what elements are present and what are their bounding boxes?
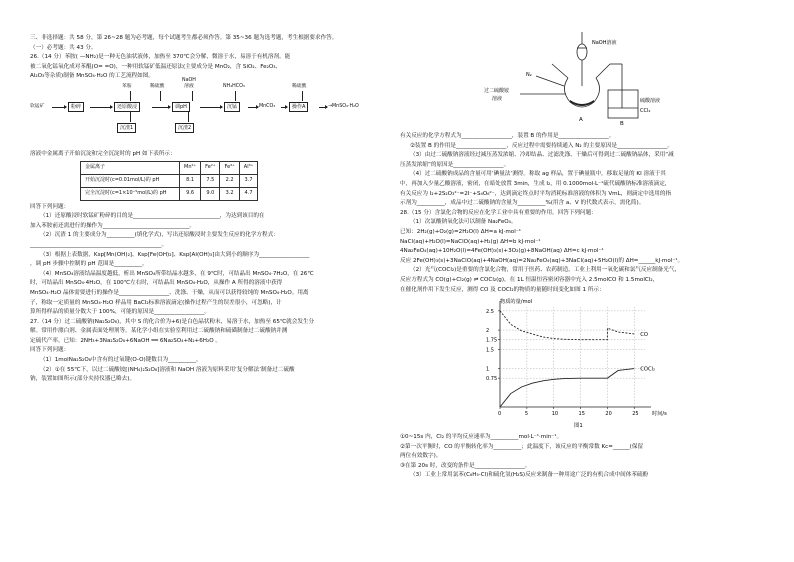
q28-line: 在催化剂作用下发生反应，测得 CO 及 COCl₂的物质的量随时间变化如图 1 所示： [400, 286, 605, 293]
table-row [81, 174, 258, 187]
answer-prompt: 回答下列问题： [30, 203, 70, 210]
intermediate-mnco3: MnCO₃ [259, 103, 276, 109]
side-neck-right [596, 64, 610, 78]
step-crush: 粉碎 [68, 102, 84, 112]
chart-y-tick-label: 1 [486, 366, 490, 373]
chart-series-group [500, 311, 655, 407]
q27-line: 钠，装置如图所示(部分夹持仪器已略去)。 [30, 376, 136, 383]
q27-line: 解。常用作漂白剂、金属表面处理剂等。某化学小组在实验室利用过二硫酸钠和硫磺制备过二硫酸钠并测 [30, 328, 288, 335]
q28-line: 已知：2H₂(g)+O₂(g)=2H₂O(l) ΔH=a kJ·mol⁻¹ [400, 228, 521, 235]
ion-ph-table [80, 161, 258, 201]
label-ccl4: CCl₄ [640, 108, 651, 114]
q26-line: 时，可结晶出 MnSO₄·4H₂O，在 100℃左右时，可结晶出 MnSO₄·H₂O，从操作 A 所得的溶液中获得 [30, 280, 283, 287]
label-beaker-b: B [620, 121, 624, 127]
after-chart-line: ②第一次平衡时，CO 的平衡转化率为__________；此温度下，该反应的平衡常数 Kc=______(保留 [400, 443, 644, 450]
label-n2: N₂ [526, 72, 532, 78]
q28-line: （1）次氯酸钠氧化法可以制备 Na₂FeO₄。 [410, 219, 517, 226]
q27-cont-line: 有关反应为 I₂+2S₂O₃²⁻=2I⁻+S₄O₆²⁻，达到滴定终点时平均消耗标准溶液的体积为 VmL，则滴定中选用的指 [400, 190, 672, 197]
q27-line: 回答下列问题： [30, 347, 70, 354]
chart-x-tick-label: 15 [578, 411, 585, 418]
arrow-sulfuric-1 [160, 91, 161, 101]
q28-line: 4Na₂FeO₄(aq)+10H₂O(l)=4Fe(OH)₃(s)+3O₂(g)+8NaOH(aq) ΔH=c kJ·mol⁻¹ [400, 248, 604, 255]
chart-y-label: 物质的量/mol [500, 299, 533, 306]
q26-intro-2: 被二氧化锰氧化成对苯醌(O= =O)，一种用软锰矿低温还原法(主要成分是 MnO₂，含 SiO₂、Fe₂O₃、 [30, 63, 282, 70]
table-cell: 开始沉淀时(c=0.01mol/L)的 pH [81, 174, 180, 187]
arrow-sulfuric-2 [302, 91, 303, 101]
q26-line: 算所得样品的质量分数大于 100%，可能的原因是__________________。 [30, 309, 210, 316]
step-operation-a: 操作A [289, 102, 308, 112]
chart-y-tick-label: 0.75 [486, 376, 498, 383]
label-naoh: NaOH溶液 [592, 40, 617, 46]
q26-line: 子，称取一定质量的 MnSO₄·H₂O 样品用 BaCl₂标准溶液滴定(操作过程产生的误差很小，可忽略)，计 [30, 299, 282, 306]
table-header-cell: Al³⁺ [239, 161, 257, 174]
table-row [81, 187, 258, 200]
table-cell: 完全沉淀时(c=1×10⁻⁵mol/L)的 pH [81, 187, 180, 200]
section-header: 三、非选择题：共 58 分，第 26~28 题为必考题，每个试题考生都必须作答。第 35~36 题为选考题，考生根据要求作答。 [30, 35, 338, 41]
table-cell: 3.2 [220, 187, 239, 200]
table-cell: 2.2 [220, 174, 239, 187]
chart-y-tick-label: 2.5 [486, 308, 494, 315]
side-neck-left [552, 64, 568, 78]
q27-cont-line: ②装置 B 的作用是__________________，反应过程中需要持续通入 N₂ 的主要原因是__________________。 [410, 142, 673, 149]
q28-line: 28.（15 分）含氯化合物的反应在化学工业中具有重要的作用。回答下列问题： [400, 209, 597, 216]
after-chart-line: ①0~15s 内，Cl₂ 的平均反应速率为__________mol·L⁻¹·min⁻¹。 [400, 434, 563, 441]
q28-line: 反应方程式为 CO(g)+Cl₂(g) ⇌ COCl₂(g)，在 1L 恒温恒容密闭容器中充入 2.5molCO 和 1.5molCl₂， [400, 276, 659, 283]
step-adjust-ph: 调pH [172, 102, 190, 112]
beaker-b [608, 90, 638, 118]
after-chart-line: ③在第 20s 时，改变的条件是__________________。 [400, 462, 531, 469]
q26-line: ，调 pH 步骤中控制的 pH 范围是__________。 [30, 261, 148, 268]
table-caption: 溶液中金属离子开始沉淀和完全沉淀时的 pH 如下表所示： [30, 150, 176, 157]
input-pyrolusite: 软锰矿 [30, 103, 45, 109]
dropping-funnel [577, 44, 587, 60]
chart-x-tick-label: 20 [605, 411, 612, 418]
arrow-residue-1 [130, 112, 131, 122]
chart-x-tick-label: 5 [524, 411, 529, 418]
q26-intro-3: Al₂O₃等杂质)制备 MnSO₄·H₂O 的工艺流程如图。 [30, 73, 154, 80]
q27-cont-line: 压蒸发浓缩”的原因是__________________。 [400, 161, 510, 168]
chart-x-tick-label: 25 [632, 411, 639, 418]
table-header-cell: Mn²⁺ [180, 161, 201, 174]
reagent-naoh: NaOH 溶液 [182, 77, 196, 89]
section-sub: （一）必考题：共 43 分。 [30, 44, 97, 51]
process-flowchart [30, 77, 388, 150]
chart-series-label: CO [640, 332, 648, 339]
chart-y-tick-label: 1.5 [486, 347, 494, 354]
q27-cont-line: 有关反应的化学方程式为__________________，装置 B 的作用是__________________。 [400, 133, 615, 139]
arrow-1 [52, 107, 66, 108]
q26-line: （3）根据上表数据，Ksp[Mn(OH)₂]、Ksp[Fe(OH)₂]、Ksp[Al(OH)₃]由大到小的顺序为__________________ [40, 251, 310, 258]
q28-line: （2）光气(COCl₂)是重要的含氯化合物，常用于医药、农药制造，工业上利用一氧化碳和氯气反应制备光气， [410, 267, 681, 274]
reagent-nh4hco3: NH₄HCO₃ [223, 83, 245, 89]
arrow-7 [319, 107, 327, 108]
chart-x-tick-label: 10 [551, 411, 559, 418]
left-column [30, 34, 388, 385]
chart-x-label: 时间/s [652, 411, 667, 418]
q27-line: 27.（14 分）过二硫酸钠(Na₂S₂O₈)，其中 S 的化合价为+6)是白色晶状粉末，易溶于水，加热至 65℃就会发生分 [30, 318, 315, 325]
chart-title: 图1 [574, 423, 583, 430]
q26-line: （1）还原酸浸时软锰矿粉碎的目的是_______________________________，为达到该目的在 [40, 213, 265, 220]
after-chart-line: 两位有效数字)。 [400, 453, 442, 460]
q27-cont-line: （3）由过二硫酸钠溶液经过减压蒸发浓缩、冷却结晶、过滤洗涤、干燥后可得到过二硫酸钠晶体，采用“减 [410, 152, 674, 159]
q27-cont-line: 中，再加入少量乙酸溶液，密闭，在暗处放置 3min，生成 I₂，用 0.1000mol·L⁻¹硫代硫酸钠标准溶液滴定， [400, 180, 671, 187]
table-cell: 8.1 [180, 174, 201, 187]
residue-1: 沉渣1 [117, 123, 136, 133]
chart-series-line-0 [500, 311, 634, 340]
table-cell: 7.5 [201, 174, 220, 187]
q27-cont-line: （4）过二硫酸钠成品的含量可用‘碘量法’测得。称取 ag 样品，置于碘量瓶中，移取足量的 KI 溶液于其 [410, 171, 666, 178]
q28-line: 反应 2Fe(OH)₃(s)+3NaClO(aq)+4NaOH(aq)=2Na₂FeO₄(aq)+3NaCl(aq)+5H₂O(l)的 ΔH=______kJ·mol⁻¹。 [400, 257, 684, 264]
table-header-cell: Fe²⁺ [201, 161, 220, 174]
label-solution: 溶液 [492, 96, 503, 102]
arrow-3 [152, 107, 170, 108]
reagent-sulfuric-2: 稀硫酸 [292, 83, 307, 89]
q27-line: 定硫代产率。已知：2NH₃+3Na₂S₂O₈+6NaOH ══ 6Na₂SO₄+N₂+6H₂O 。 [30, 337, 222, 344]
chart-series-label: COCl₂ [640, 366, 656, 373]
flask-liquid [570, 100, 594, 106]
q26-line: （2）沉渣 1 的主要成分为__________(填化学式)，写出还原酸浸时主要发生反应的化学方程式： [40, 232, 279, 239]
q26-line: MnSO₄·H₂O 晶体需要进行的操作是__________________、洗涤、干燥，从而可以获得较纯的 MnSO₄·H₂O。用离 [30, 289, 309, 296]
q26-line: 加入苯胺前还需进行的操作为_______________________________。 [30, 222, 196, 229]
q27-line: （1）1molNa₂S₂O₈中含有的过氧键(O-O)键数目为__________。 [40, 357, 202, 364]
reagent-aniline: 苯胺 [122, 83, 132, 89]
arrow-6 [281, 107, 287, 108]
arrow-4 [200, 107, 222, 108]
q26-line: （4）MnSO₄溶液结晶温度越低，析出 MnSO₄所带结晶水越多，在 9℃时，可结晶出 MnSO₄·7H₂O，在 26℃ [40, 270, 314, 277]
chart-y-tick-label: 2 [486, 328, 490, 335]
chart-container [400, 295, 766, 433]
right-column [400, 34, 766, 481]
arrow-residue-2 [188, 112, 189, 122]
q26-intro-1: 26.（14 分）苯胺( —NH₂)是一种无色油状液体，加热至 370℃会分解，微溶于水，易溶于有机溶剂。能 [30, 54, 291, 61]
arrow-nh4hco3 [235, 91, 236, 101]
arrow-5 [248, 107, 258, 108]
arrow-aniline [130, 91, 131, 101]
table-cell: 3.7 [239, 174, 257, 187]
q27-cont-line: 示剂为__________，成品中过二硫酸钠的含量为__________%(用含 a、V 的代数式表示，需化简)。 [400, 200, 645, 207]
table-cell: 4.7 [239, 187, 257, 200]
label-sulfuric-solution: 硫酸溶液 [640, 98, 660, 104]
arrow-2 [90, 107, 112, 108]
label-ammonium-persulfate: 过二硫酸铵 [484, 88, 510, 94]
chart-axes [486, 301, 651, 417]
apparatus-diagram [460, 28, 660, 128]
n2-inlet [536, 76, 564, 86]
after-chart-line: （3）工业上常用氯苯(C₆H₅-Cl)和硫化氢(H₂S)反应来制备一种用途广泛的有机合成中间体苯硫酚 [410, 472, 649, 479]
residue-2: 沉渣2 [175, 123, 194, 133]
chart-y-tick-label: 1.75 [486, 337, 498, 344]
chart-figure-1 [470, 295, 690, 433]
q27-line: （2）①在 55℃下，以过二硫酸铵[(NH₄)₂S₂O₈]溶液和 NaOH 溶液为原料采用‘复分解法’制备过二硫酸 [40, 366, 295, 373]
table-header-cell: 金属离子 [81, 161, 180, 174]
reagent-sulfuric-1: 稀硫酸 [150, 83, 165, 89]
arrow-naoh [192, 91, 193, 101]
step-precipitate-mn: 沉锰 [224, 102, 240, 112]
table-cell: 9.0 [201, 187, 220, 200]
q26-line: _______________________________________________。 [30, 241, 168, 248]
table-header-cell: Fe³⁺ [220, 161, 239, 174]
chart-x-tick-label: 0 [498, 411, 502, 418]
step-reduce-leach: 还原酸浸 [114, 102, 140, 112]
chart-series-line-1 [500, 369, 634, 407]
label-flask-a: A [579, 117, 583, 123]
table-header-row [81, 161, 258, 174]
table-cell: 9.6 [180, 187, 201, 200]
product-mnso4: →MnSO₄·H₂O [328, 103, 359, 109]
q28-line: NaCl(aq)+H₂O(l)=NaClO(aq)+H₂(g) ΔH=b kJ·mol⁻¹ [400, 238, 541, 245]
